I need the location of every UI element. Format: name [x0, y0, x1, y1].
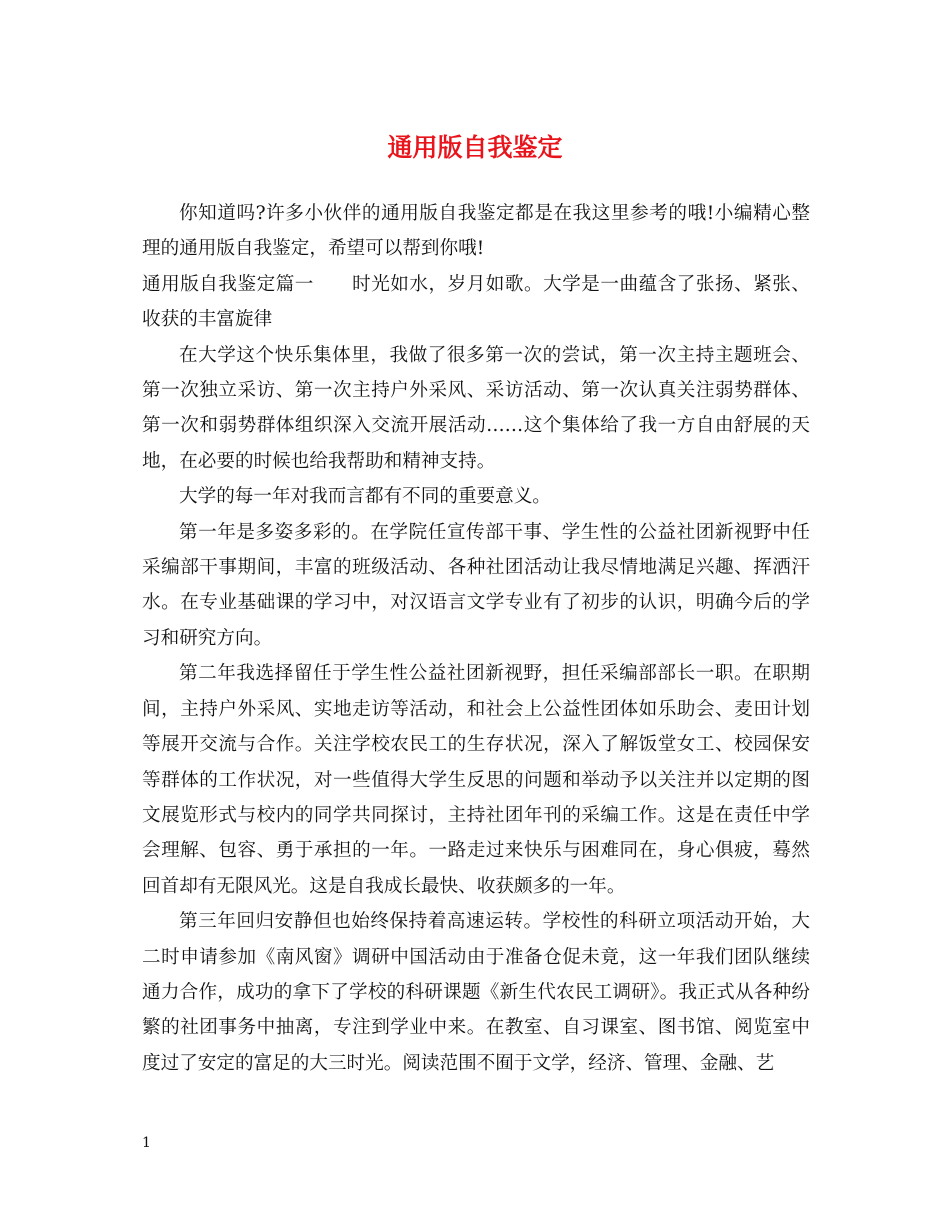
paragraph-third-year: 第三年回归安静但也始终保持着高速运转。学校性的科研立项活动开始，大二时申请参加《南风窗》调研中国活动由于准备仓促未竟，这一年我们团队继续通力合作，成功的拿下了学校的科研课题《新生代农民工调研》。我正式从各种纷繁的社团事务中抽离，专注到学业中来。在教室、自习课室、图书馆、阅览室中度过了安定的富足的大三时光。阅读范围不囿于文学，经济、管理、金融、艺	[142, 911, 810, 1074]
paragraph-first-year: 第一年是多姿多彩的。在学院任宣传部干事、学生性的公益社团新视野中任采编部干事期间，丰富的班级活动、各种社团活动让我尽情地满足兴趣、挥洒汗水。在专业基础课的学习中，对汉语言文学专业有了初步的认识，明确今后的学习和研究方向。	[142, 521, 810, 649]
paragraph-section-heading: 通用版自我鉴定篇一 时光如水，岁月如歌。大学是一曲蕴含了张扬、紧张、收获的丰富旋律	[142, 273, 810, 331]
paragraph-first-times: 在大学这个快乐集体里，我做了很多第一次的尝试，第一次主持主题班会、第一次独立采访、第一次主持户外采风、采访活动、第一次认真关注弱势群体、第一次和弱势群体组织深入交流开展活动……这个集体给了我一方自由舒展的天地，在必要的时候也给我帮助和精神支持。	[142, 344, 810, 472]
paragraph-intro: 你知道吗?许多小伙伴的通用版自我鉴定都是在我这里参考的哦!小编精心整理的通用版自我鉴定，希望可以帮到你哦!	[142, 203, 810, 260]
paragraph-second-year: 第二年我选择留任于学生性公益社团新视野，担任采编部部长一职。在职期间，主持户外采风、实地走访等活动，和社会上公益性团体如乐助会、麦田计划等展开交流与合作。关注学校农民工的生存状况，深入了解饭堂女工、校园保安等群体的工作状况，对一些值得大学生反思的问题和举动予以关注并以定期的图文展览形式与校内的同学共同探讨，主持社团年刊的采编工作。这是在责任中学会理解、包容、勇于承担的一年。一路走过来快乐与困难同在，身心俱疲，蓦然回首却有无限风光。这是自我成长最快、收获颇多的一年。	[142, 663, 810, 897]
document-body	[142, 196, 810, 1081]
document-title: 通用版自我鉴定	[387, 133, 563, 162]
page-number: 1	[142, 1135, 151, 1151]
paragraph-each-year: 大学的每一年对我而言都有不同的重要意义。	[179, 486, 551, 508]
